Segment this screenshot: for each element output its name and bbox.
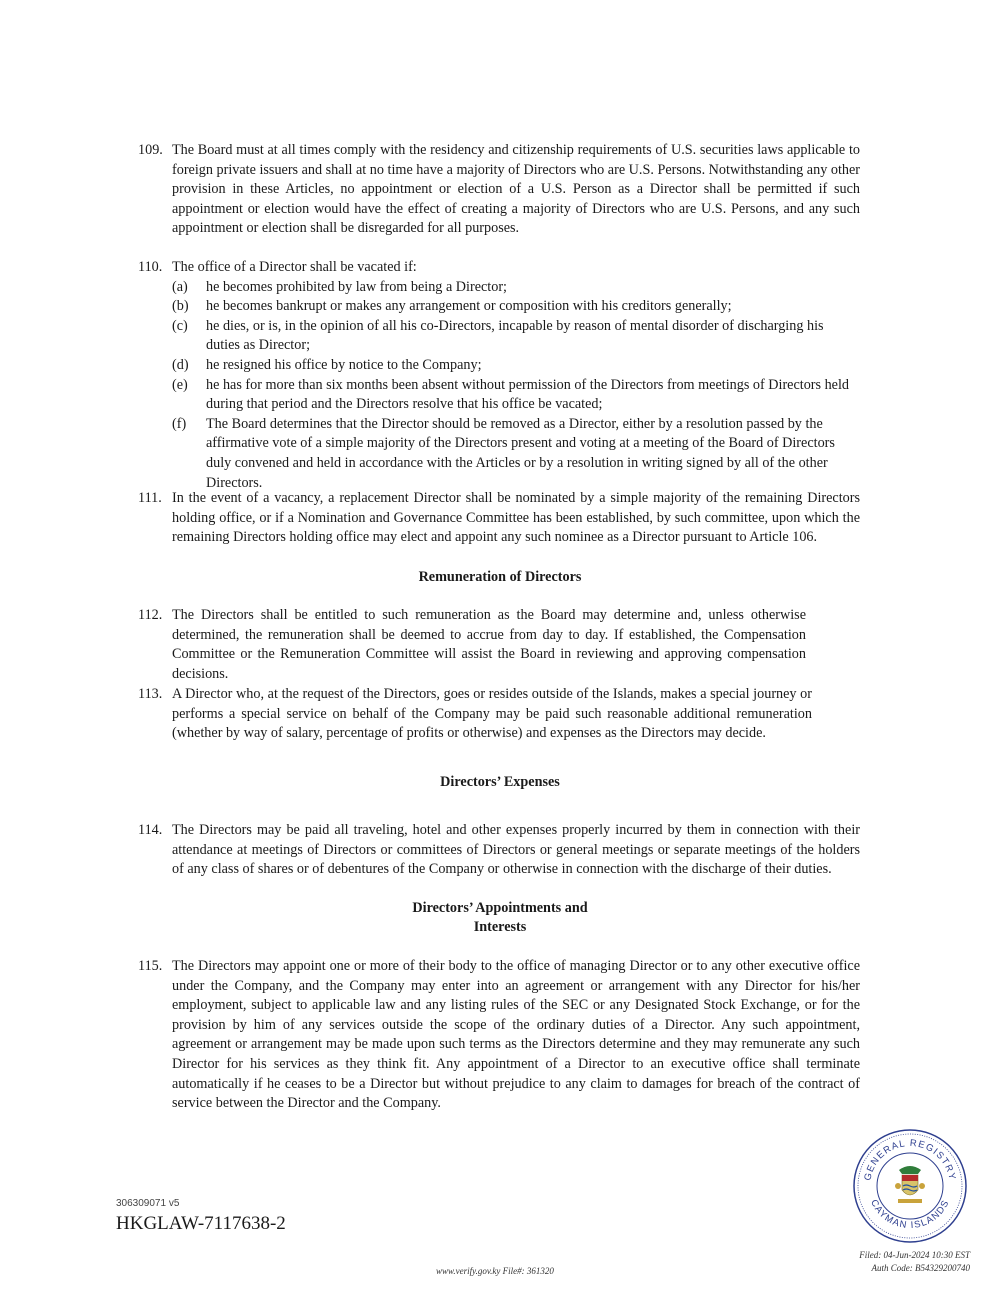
list-item bbox=[172, 297, 860, 317]
list-item-label: (b) bbox=[172, 298, 189, 315]
list-item-label: (c) bbox=[172, 317, 188, 334]
heading-appointments-line2: Interests bbox=[473, 919, 527, 935]
list-item-label: (e) bbox=[172, 376, 188, 393]
article-number: 115. bbox=[138, 958, 163, 974]
list-item bbox=[172, 278, 860, 298]
seal-bottom-text: CAYMAN ISLANDS bbox=[868, 1197, 952, 1232]
general-registry-seal-icon bbox=[852, 1128, 968, 1244]
heading-expenses: Directors’ Expenses bbox=[440, 774, 560, 790]
article-number: 111. bbox=[138, 490, 162, 506]
article-number: 113. bbox=[138, 686, 163, 702]
doc-id-large: HKGLAW-7117638-2 bbox=[116, 1213, 286, 1234]
doc-id-small: 306309071 v5 bbox=[116, 1198, 180, 1209]
article-115 bbox=[138, 957, 860, 1114]
article-text: The Directors shall be entitled to such remuneration as the Board may determine and, unless otherwise determined, the remuneration shall be deemed to accrue from day to day. If established, the Compensation Committee or the Remuneration Committee will assist the Board in reviewing and approving compensation decisions. bbox=[172, 607, 806, 682]
article-109 bbox=[138, 141, 860, 239]
list-item bbox=[172, 317, 860, 356]
verify-url: www.verify.gov.ky File#: 361320 bbox=[436, 1266, 554, 1276]
article-text: The office of a Director shall be vacated if: bbox=[172, 259, 417, 275]
list-item bbox=[172, 356, 860, 376]
filing-info bbox=[830, 1249, 970, 1275]
article-number: 110. bbox=[138, 259, 163, 275]
heading-remuneration: Remuneration of Directors bbox=[418, 569, 582, 585]
auth-code: Auth Code: B54329200740 bbox=[871, 1263, 970, 1273]
article-number: 109. bbox=[138, 142, 163, 158]
article-112 bbox=[138, 606, 860, 684]
article-110 bbox=[138, 258, 860, 493]
list-item-label: (f) bbox=[172, 415, 187, 432]
list-item-text: he resigned his office by notice to the Company; bbox=[206, 356, 482, 373]
article-number: 112. bbox=[138, 607, 163, 623]
list-item-text: he becomes bankrupt or makes any arrangement or composition with his creditors generally; bbox=[206, 298, 732, 315]
article-text: The Directors may be paid all traveling, hotel and other expenses properly incurred by them in connection with their attendance at meetings of Directors or committees of Directors or general meetings or separate meetings of the holders of any class of shares or of debentures of the Company or otherwise in connection with the discharge of their duties. bbox=[172, 822, 860, 878]
seal-top-text: GENERAL REGISTRY bbox=[862, 1137, 958, 1182]
list-item-label: (d) bbox=[172, 356, 189, 373]
article-text: The Directors may appoint one or more of their body to the office of managing Director or to any other executive office under the Company, and the Company may enter into an agreement or arrangement with any Director for his/her employment, subject to applicable law and any listing rules of the SEC or any Designated Stock Exchange, or for the provision by him of any services outside the scope of the ordinary duties of a Director. Any such appointment, agreement or arrangement may be made upon such terms as the Directors determine and they may remunerate any such Director for his services as they think fit. Any appointment of a Director to an executive office shall terminate automatically if he ceases to be a Director but without prejudice to any claim to damages for breach of the contract of service between the Director and the Company. bbox=[172, 958, 860, 1112]
list-item-text: he dies, or is, in the opinion of all his co-Directors, incapable by reason of mental disorder of discharging his duties as Director; bbox=[206, 317, 824, 354]
list-item bbox=[172, 376, 860, 415]
list-item-label: (a) bbox=[172, 278, 188, 295]
article-114 bbox=[138, 821, 860, 880]
article-text: In the event of a vacancy, a replacement Director shall be nominated by a simple majority of the remaining Directors holding office, or if a Nomination and Governance Committee has been established, by such committee, upon which the remaining Directors holding office may elect and appoint any such nominee as a Director pursuant to Article 106. bbox=[172, 490, 860, 546]
list-item-text: The Board determines that the Director should be removed as a Director, either by a resolution passed by the affirmative vote of a simple majority of the Directors present and voting at a meeting of the Board of Directors duly convened and held in accordance with the Articles or by a resolution in writing signed by all of the other Directors. bbox=[206, 415, 835, 491]
article-number: 114. bbox=[138, 822, 163, 838]
filed-date: Filed: 04-Jun-2024 10:30 EST bbox=[859, 1250, 970, 1260]
list-item bbox=[172, 415, 860, 493]
article-111 bbox=[138, 489, 860, 548]
heading-appointments: Directors’ Appointments and bbox=[412, 900, 588, 916]
article-113 bbox=[138, 685, 860, 744]
article-text: A Director who, at the request of the Directors, goes or resides outside of the Islands, makes a special journey or performs a special service on behalf of the Company may be paid such reasonable additional remuneration (whether by way of salary, percentage of profits or otherwise) and expenses as the Directors may decide. bbox=[172, 686, 812, 742]
list-item-text: he becomes prohibited by law from being a Director; bbox=[206, 278, 507, 295]
list-item-text: he has for more than six months been absent without permission of the Directors from meetings of Directors held during that period and the Directors resolve that his office be vacated; bbox=[206, 376, 850, 413]
article-text: The Board must at all times comply with the residency and citizenship requirements of U.S. securities laws applicable to foreign private issuers and shall at no time have a majority of Directors who are U.S. Persons. Notwithstanding any other provision in these Articles, no appointment or election of a U.S. Person as a Director shall be permitted if such appointment or election would have the effect of creating a majority of Directors who are U.S. Persons, and any such appointment or election shall be disregarded for all purposes. bbox=[172, 142, 860, 237]
coat-of-arms-icon bbox=[895, 1166, 925, 1203]
